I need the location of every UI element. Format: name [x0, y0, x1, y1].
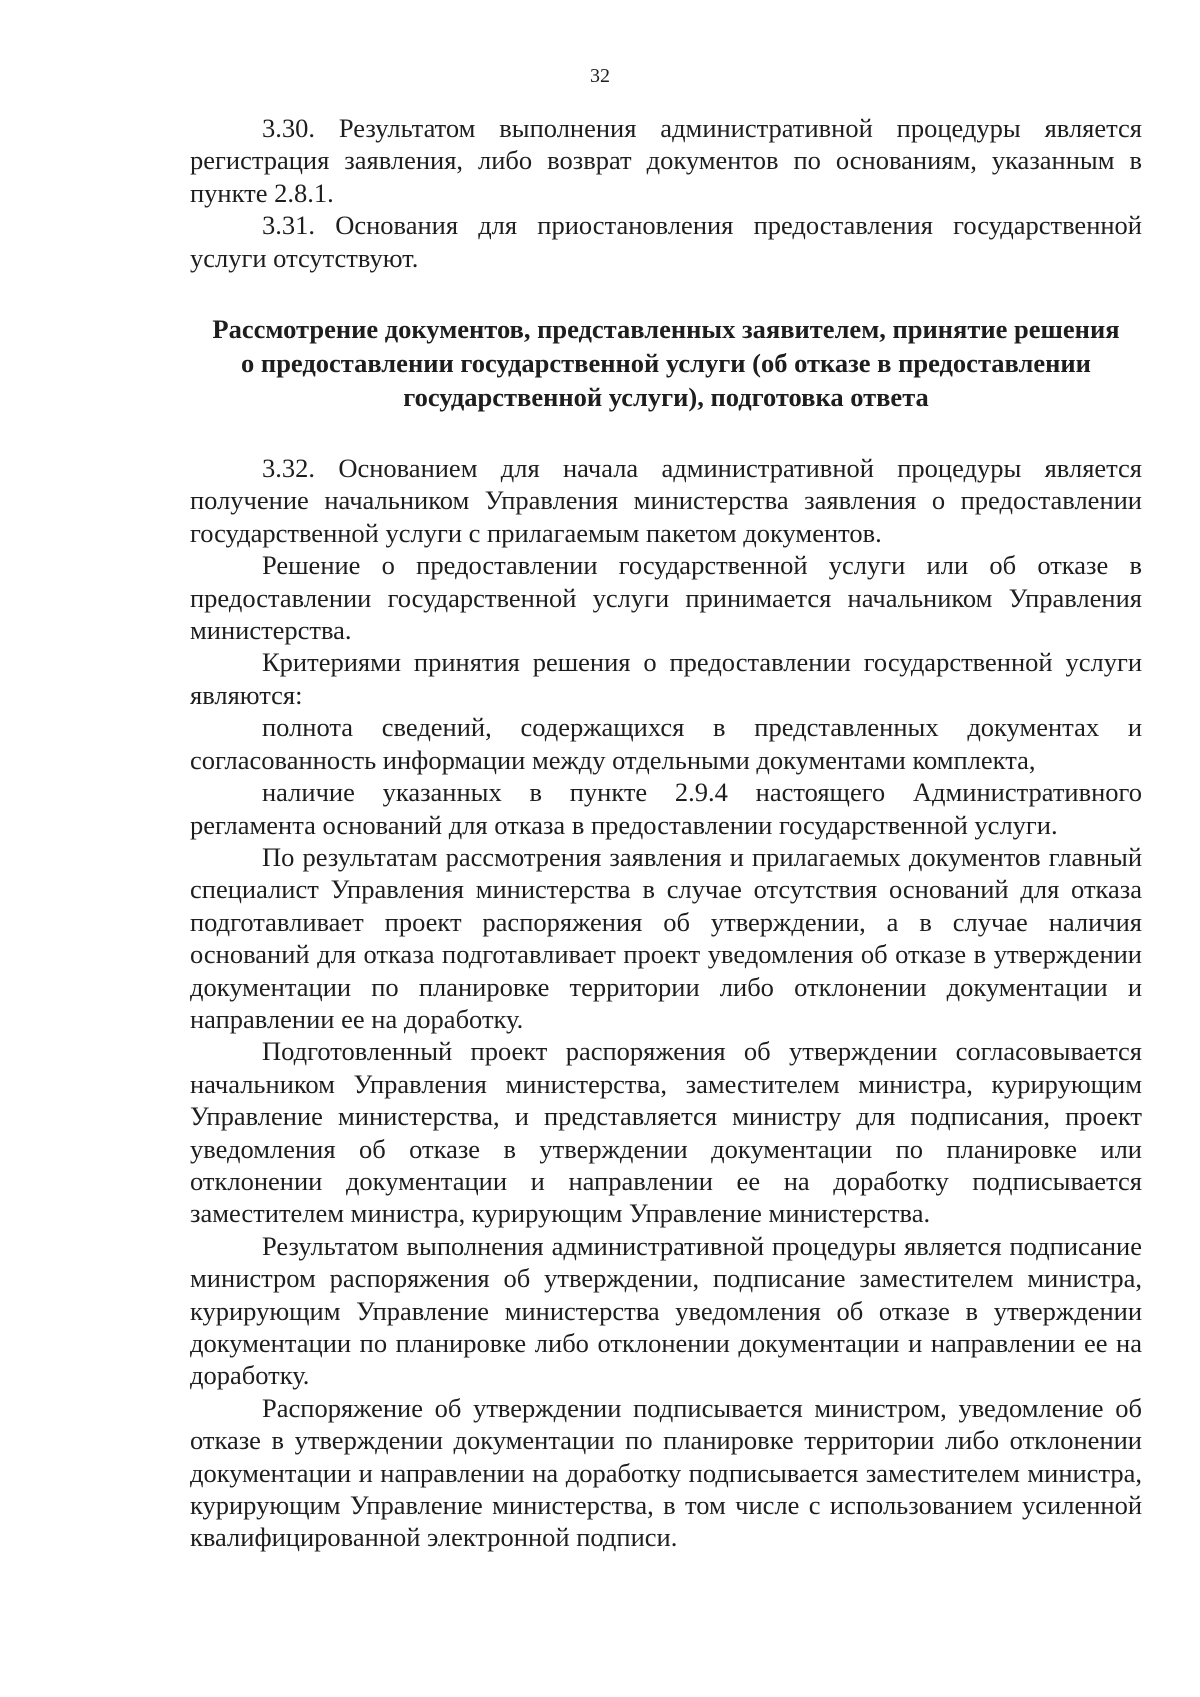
paragraph-draft-approval: Подготовленный проект распоряжения об утверждении согласовывается начальником Управления министерства, заместителем министра, курирующим Управление министерства, и представляется министру для подписания, проект уведомления об отказе в утверждении документации по планировке или отклонении документации и направлении ее на доработку подписывается заместителем министра, курирующим Управление министерства. [190, 1036, 1142, 1229]
paragraph-signing: Распоряжение об утверждении подписывается министром, уведомление об отказе в утверждении документации по планировке территории либо отклонении документации и направлении на доработку подписывается заместителем министра, курирующим Управление министерства, в том числе с использованием усиленной квалифицированной электронной подписи. [190, 1392, 1142, 1553]
paragraph-criterion-grounds: наличие указанных в пункте 2.9.4 настоящего Административного регламента оснований для отказа в предоставлении государственной услуги. [190, 777, 1142, 840]
section-heading: Рассмотрение документов, представленных заявителем, принятие решения о предоставлении государственной услуги (об отказе в предоставлении государственной услуги), подготовка ответа [212, 314, 1120, 413]
paragraph-decision: Решение о предоставлении государственной услуги или об отказе в предоставлении государственной услуги принимается начальником Управления министерства. [190, 550, 1142, 646]
paragraph-3-30: 3.30. Результатом выполнения административной процедуры является регистрация заявления, либо возврат документов по основаниям, указанным в пункте 2.8.1. [190, 113, 1142, 208]
paragraph-3-32: 3.32. Основанием для начала административной процедуры является получение начальником Управления министерства заявления о предоставлении государственной услуги с прилагаемым пакетом документов. [190, 453, 1142, 548]
page-number: 32 [590, 65, 610, 87]
paragraph-procedure-result: Результатом выполнения административной процедуры является подписание министром распоряжения об утверждении, подписание заместителем министра, курирующим Управление министерства уведомления об отказе в утверждении документации по планировке либо отклонении документации и направлении ее на доработку. [190, 1230, 1142, 1391]
paragraph-review-results: По результатам рассмотрения заявления и прилагаемых документов главный специалист Управления министерства в случае отсутствия оснований для отказа подготавливает проект распоряжения об утверждении, а в случае наличия оснований для отказа подготавливает проект уведомления об отказе в утверждении документации по планировке территории либо отклонении документации и направлении ее на доработку. [190, 841, 1142, 1034]
paragraph-criterion-completeness: полнота сведений, содержащихся в представленных документах и согласованность информации между отдельными документами комплекта, [190, 712, 1142, 775]
document-body [190, 112, 1142, 1554]
paragraph-criteria: Критериями принятия решения о предоставлении государственной услуги являются: [190, 647, 1142, 710]
paragraph-3-31: 3.31. Основания для приостановления предоставления государственной услуги отсутствуют. [190, 210, 1142, 273]
